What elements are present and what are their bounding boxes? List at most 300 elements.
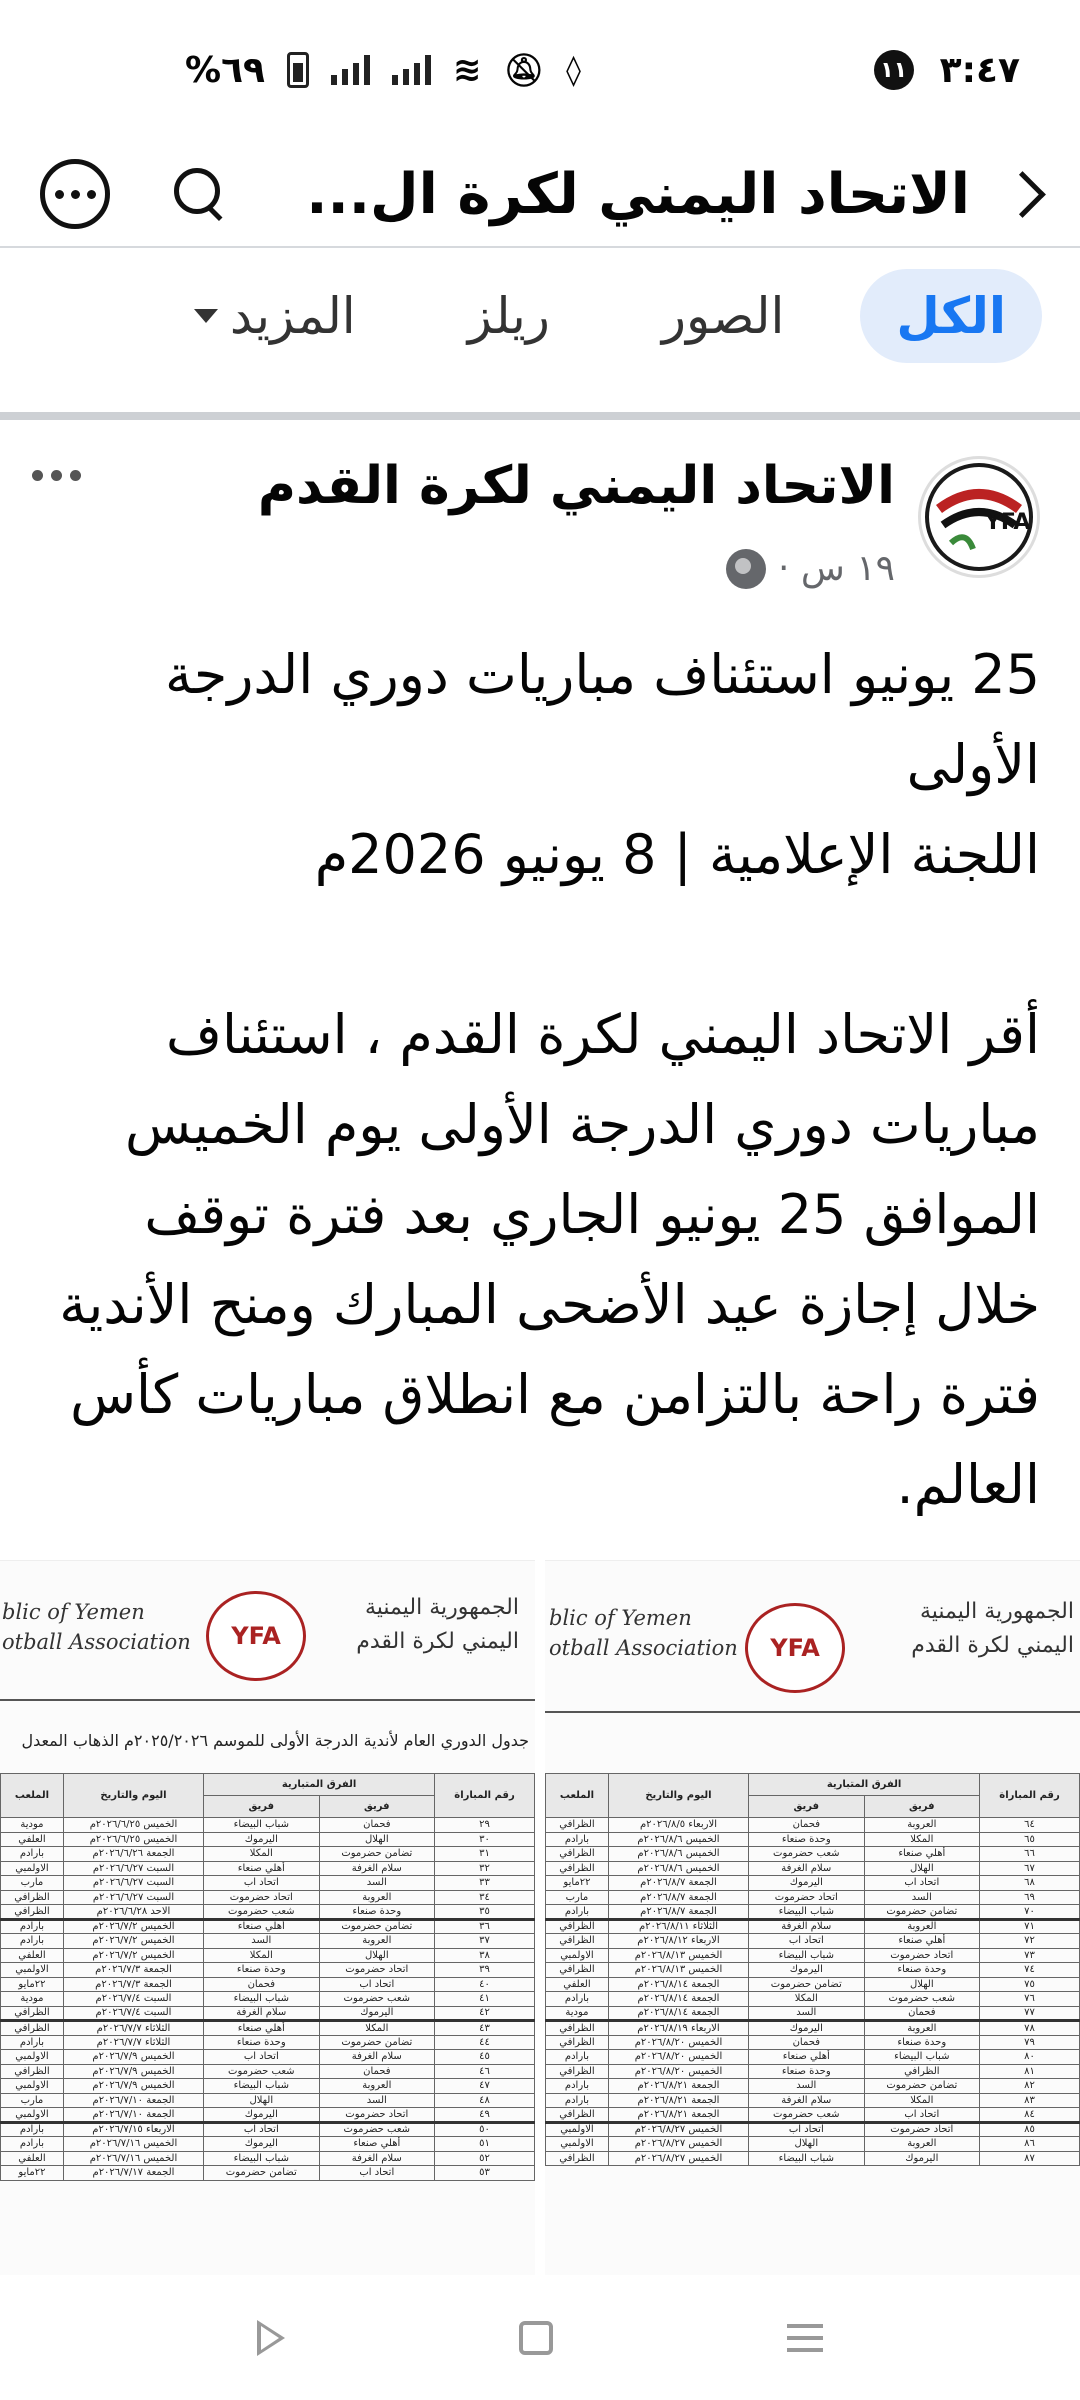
status-bar bbox=[0, 0, 1080, 140]
table-cell: مودية bbox=[546, 2006, 609, 2021]
post-header bbox=[0, 452, 1080, 602]
tab-more[interactable]: المزيد bbox=[158, 269, 392, 363]
table-cell: الخميس ٢٠٢٦/٨/٢٧م bbox=[608, 2122, 748, 2137]
table-header-cell: رقم المباراة bbox=[980, 1774, 1080, 1818]
table-row bbox=[546, 2021, 1080, 2036]
table-cell: الخميس ٢٠٢٦/٦/٢٥م bbox=[63, 1818, 203, 1833]
avatar-logo-text: YFA bbox=[985, 510, 1031, 535]
table-header-cell: رقم المباراة bbox=[435, 1774, 535, 1818]
table-cell: الخميس ٢٠٢٦/٨/١٣م bbox=[608, 1948, 748, 1963]
table-row bbox=[1, 2122, 535, 2137]
battery-icon bbox=[287, 52, 309, 88]
table-cell: ٢٢مايو bbox=[546, 1876, 609, 1891]
table-cell: الظرافي bbox=[1, 1890, 64, 1905]
table-row bbox=[546, 1992, 1080, 2007]
table-cell: اليرموك bbox=[864, 2151, 980, 2166]
table-cell: مارب bbox=[1, 1876, 64, 1891]
table-cell: شباب البيضاء bbox=[204, 1818, 320, 1833]
table-cell: شعب حضرموت bbox=[204, 1905, 320, 1920]
table-cell: المكلا bbox=[204, 1847, 320, 1862]
signal-icon bbox=[331, 55, 370, 85]
table-cell: ٨٤ bbox=[980, 2108, 1080, 2123]
table-cell: الجمعة ٢٠٢٦/٨/٧م bbox=[608, 1905, 748, 1920]
table-cell: الخميس ٢٠٢٦/٧/٩م bbox=[63, 2050, 203, 2065]
wifi-icon: ≋ bbox=[453, 50, 482, 90]
table-cell: الاولمبي bbox=[1, 2050, 64, 2065]
table-cell: ٤١ bbox=[435, 1992, 535, 2007]
table-cell: ٣٥ bbox=[435, 1905, 535, 1920]
table-cell: المكلا bbox=[864, 1832, 980, 1847]
table-row bbox=[546, 1934, 1080, 1949]
table-cell: العروبة bbox=[319, 1890, 435, 1905]
table-cell: شباب البيضاء bbox=[204, 1992, 320, 2007]
table-cell: ٧٢ bbox=[980, 1934, 1080, 1949]
table-row bbox=[1, 1977, 535, 1992]
table-cell: اتحاد اب bbox=[864, 2108, 980, 2123]
table-cell: الاولمبي bbox=[546, 2137, 609, 2152]
table-cell: شباب البيضاء bbox=[749, 1948, 865, 1963]
table-cell: السبت ٢٠٢٦/٦/٢٧م bbox=[63, 1876, 203, 1891]
table-cell: الجمعة ٢٠٢٦/٨/١٤م bbox=[608, 1977, 748, 1992]
table-cell: تضامن حضرموت bbox=[864, 2079, 980, 2094]
table-cell: الاولمبي bbox=[1, 2079, 64, 2094]
table-cell: شباب البيضاء bbox=[749, 1905, 865, 1920]
table-cell: الجمعة ٢٠٢٦/٧/١٠م bbox=[63, 2108, 203, 2123]
table-row bbox=[546, 2064, 1080, 2079]
table-row bbox=[546, 1876, 1080, 1891]
table-cell: ٨٠ bbox=[980, 2050, 1080, 2065]
table-cell: مودية bbox=[1, 1818, 64, 1833]
table-cell: الجمعة ٢٠٢٦/٨/١٤م bbox=[608, 1992, 748, 2007]
table-row bbox=[1, 1847, 535, 1862]
table-cell: اتحاد اب bbox=[204, 2050, 320, 2065]
table-row bbox=[546, 1948, 1080, 1963]
post-body: أقر الاتحاد اليمني لكرة القدم ، استئناف مباريات دوري الدرجة الأولى يوم الخميس الموافق 25 يونيو الجاري بعد فترة توقف خلال إجازة عيد الأضحى المبارك ومنح الأندية فترة راحة بالتزامن مع انطلاق مباريات كأس العالم. bbox=[59, 1003, 1040, 1516]
post-text bbox=[40, 630, 1040, 1530]
table-cell: المكلا bbox=[204, 1948, 320, 1963]
table-header-cell: الفرق المتبارية bbox=[749, 1774, 980, 1796]
table-cell: الخميس ٢٠٢٦/٨/٦م bbox=[608, 1832, 748, 1847]
table-cell: وحدة صنعاء bbox=[319, 1905, 435, 1920]
table-cell: السبت ٢٠٢٦/٦/٢٧م bbox=[63, 1890, 203, 1905]
table-cell: الخميس ٢٠٢٦/٦/٢٥م bbox=[63, 1832, 203, 1847]
table-cell: بارادم bbox=[1, 1847, 64, 1862]
table-cell: ٤٤ bbox=[435, 2035, 535, 2050]
table-cell: أهلي صنعاء bbox=[319, 2137, 435, 2152]
table-cell: الخميس ٢٠٢٦/٧/٢م bbox=[63, 1919, 203, 1934]
table-cell: الظرافي bbox=[1, 2021, 64, 2036]
table-cell: فحمان bbox=[864, 2006, 980, 2021]
table-cell: شعب حضرموت bbox=[864, 1992, 980, 2007]
table-cell: ٣٠ bbox=[435, 1832, 535, 1847]
table-cell: تضامن حضرموت bbox=[319, 2035, 435, 2050]
table-cell: الخميس ٢٠٢٦/٨/٢٧م bbox=[608, 2137, 748, 2152]
table-cell: ٥٠ bbox=[435, 2122, 535, 2137]
table-cell: المكلا bbox=[319, 2021, 435, 2036]
table-cell: اتحاد اب bbox=[319, 2166, 435, 2181]
table-cell: ٤٥ bbox=[435, 2050, 535, 2065]
notification-badge: ١١ bbox=[874, 50, 914, 90]
table-row bbox=[1, 1890, 535, 1905]
table-cell: الجمعة ٢٠٢٦/٧/٣م bbox=[63, 1977, 203, 1992]
table-cell: العلفي bbox=[1, 1948, 64, 1963]
table-cell: شباب البيضاء bbox=[749, 2151, 865, 2166]
table-row bbox=[1, 1876, 535, 1891]
table-cell: ٦٦ bbox=[980, 1847, 1080, 1862]
table-row bbox=[1, 1934, 535, 1949]
table-cell: ٣٩ bbox=[435, 1963, 535, 1978]
table-cell: ٤٣ bbox=[435, 2021, 535, 2036]
table-row bbox=[1, 2021, 535, 2036]
doc-en-title: blic of Yemen otball Association bbox=[549, 1606, 738, 1660]
table-row bbox=[546, 2151, 1080, 2166]
tab-all[interactable]: الكل bbox=[860, 269, 1042, 363]
table-cell: العروبة bbox=[319, 2079, 435, 2094]
signal-2-icon bbox=[392, 55, 431, 85]
table-cell: مارب bbox=[546, 1890, 609, 1905]
table-cell: اتحاد حضرموت bbox=[749, 1890, 865, 1905]
table-header-cell: فريق bbox=[864, 1796, 980, 1818]
table-cell: ٥١ bbox=[435, 2137, 535, 2152]
table-cell: السد bbox=[319, 2093, 435, 2108]
table-cell: ٧٠ bbox=[980, 1905, 1080, 1920]
table-cell: الظرافي bbox=[546, 2021, 609, 2036]
table-cell: ٨٢ bbox=[980, 2079, 1080, 2094]
table-cell: الخميس ٢٠٢٦/٨/٢٧م bbox=[608, 2151, 748, 2166]
table-cell: تضامن حضرموت bbox=[864, 1905, 980, 1920]
table-cell: الظرافي bbox=[546, 2108, 609, 2123]
table-row bbox=[546, 1832, 1080, 1847]
table-header-cell: فريق bbox=[749, 1796, 865, 1818]
table-cell: الظرافي bbox=[546, 2064, 609, 2079]
table-cell: ٦٥ bbox=[980, 1832, 1080, 1847]
table-cell: تضامن حضرموت bbox=[319, 1847, 435, 1862]
table-cell: اليرموك bbox=[204, 2108, 320, 2123]
table-row bbox=[546, 1818, 1080, 1833]
table-cell: اليرموك bbox=[204, 1832, 320, 1847]
table-row bbox=[546, 1977, 1080, 1992]
table-cell: شباب البيضاء bbox=[864, 2050, 980, 2065]
table-cell: ٣٣ bbox=[435, 1876, 535, 1891]
table-cell: الهلال bbox=[864, 1977, 980, 1992]
post-headline: 25 يونيو استئناف مباريات دوري الدرجة الأولى bbox=[164, 643, 1040, 796]
table-cell: الظرافي bbox=[546, 1847, 609, 1862]
table-cell: أهلي صنعاء bbox=[864, 1847, 980, 1862]
table-cell: الظرافي bbox=[546, 2151, 609, 2166]
table-row bbox=[1, 1948, 535, 1963]
table-cell: شباب البيضاء bbox=[204, 2079, 320, 2094]
table-row bbox=[1, 2093, 535, 2108]
table-cell: بارادم bbox=[546, 1992, 609, 2007]
table-cell: الهلال bbox=[319, 1948, 435, 1963]
table-cell: اتحاد اب bbox=[204, 1876, 320, 1891]
battery-percent: %٦٩ bbox=[185, 49, 266, 91]
table-cell: اتحاد حضرموت bbox=[204, 1890, 320, 1905]
table-cell: ٥٣ bbox=[435, 2166, 535, 2181]
table-cell: الجمعة ٢٠٢٦/٨/٢١م bbox=[608, 2093, 748, 2108]
more-options-icon[interactable] bbox=[40, 159, 110, 229]
table-cell: أهلي صنعاء bbox=[864, 1934, 980, 1949]
table-cell: فحمان bbox=[319, 1818, 435, 1833]
table-row bbox=[1, 2035, 535, 2050]
doc-en-title: blic of Yemen otball Association bbox=[2, 1600, 191, 1654]
status-left bbox=[185, 50, 581, 91]
table-cell: سلام الغرفة bbox=[749, 1861, 865, 1876]
table-cell: ٦٨ bbox=[980, 1876, 1080, 1891]
table-cell: الثلاثاء ٢٠٢٦/٧/٧م bbox=[63, 2021, 203, 2036]
doc-caption: جدول الدوري العام لأندية الدرجة الأولى للموسم ٢٠٢٥/٢٠٢٦م الذهاب المعدل bbox=[21, 1731, 529, 1750]
table-cell: السبت ٢٠٢٦/٦/٢٧م bbox=[63, 1861, 203, 1876]
table-cell: الظرافي bbox=[864, 2064, 980, 2079]
table-cell: الخميس ٢٠٢٦/٧/٩م bbox=[63, 2064, 203, 2079]
table-cell: أهلي صنعاء bbox=[204, 1919, 320, 1934]
tab-reels[interactable]: ريلز bbox=[467, 287, 550, 345]
table-cell: اتحاد اب bbox=[204, 2122, 320, 2137]
clock: ٣:٤٧ bbox=[939, 49, 1020, 91]
table-cell: السد bbox=[319, 1876, 435, 1891]
section-divider bbox=[0, 412, 1080, 420]
table-cell: ٥٢ bbox=[435, 2151, 535, 2166]
table-cell: سلام الغرفة bbox=[749, 2093, 865, 2108]
table-cell: ٨٥ bbox=[980, 2122, 1080, 2137]
table-cell: الخميس ٢٠٢٦/٨/٢٠م bbox=[608, 2050, 748, 2065]
table-cell: ٨١ bbox=[980, 2064, 1080, 2079]
table-cell: شعب حضرموت bbox=[204, 2064, 320, 2079]
table-cell: العروبة bbox=[864, 2021, 980, 2036]
table-cell: ٤٨ bbox=[435, 2093, 535, 2108]
table-header-cell: اليوم والتاريخ bbox=[608, 1774, 748, 1818]
table-cell: تضامن حضرموت bbox=[204, 2166, 320, 2181]
table-cell: الظرافي bbox=[546, 2035, 609, 2050]
table-cell: ٧١ bbox=[980, 1919, 1080, 1934]
table-cell: الظرافي bbox=[1, 2064, 64, 2079]
table-row bbox=[1, 1963, 535, 1978]
table-cell: وحدة صنعاء bbox=[749, 1832, 865, 1847]
table-cell: ٤٢ bbox=[435, 2006, 535, 2021]
table-cell: ٣٨ bbox=[435, 1948, 535, 1963]
table-cell: بارادم bbox=[1, 2035, 64, 2050]
table-cell: الاربعاء ٢٠٢٦/٨/١٢م bbox=[608, 1934, 748, 1949]
table-cell: ٧٩ bbox=[980, 2035, 1080, 2050]
table-cell: ٤٧ bbox=[435, 2079, 535, 2094]
table-cell: الاولمبي bbox=[1, 1963, 64, 1978]
doc-ar-line1: الجمهورية اليمنية bbox=[919, 1599, 1074, 1624]
table-cell: الخميس ٢٠٢٦/٧/٩م bbox=[63, 2079, 203, 2094]
schedule-image-2[interactable] bbox=[545, 1560, 1080, 2275]
mute-icon: 🔕︎ bbox=[503, 51, 545, 89]
table-cell: الثلاثاء ٢٠٢٦/٨/١١م bbox=[608, 1919, 748, 1934]
table-cell: الخميس ٢٠٢٦/٨/٦م bbox=[608, 1861, 748, 1876]
table-cell: الظرافي bbox=[546, 1919, 609, 1934]
table-cell: ٣٧ bbox=[435, 1934, 535, 1949]
table-cell: الظرافي bbox=[546, 1963, 609, 1978]
table-row bbox=[546, 2035, 1080, 2050]
post-byline: اللجنة الإعلامية | 8 يونيو 2026م bbox=[314, 823, 1040, 886]
table-header-cell: الفرق المتبارية bbox=[204, 1774, 435, 1796]
table-cell: ٣١ bbox=[435, 1847, 535, 1862]
table-row bbox=[1, 2108, 535, 2123]
table-cell: الخميس ٢٠٢٦/٧/١٦م bbox=[63, 2151, 203, 2166]
table-cell: سلام الغرفة bbox=[749, 1919, 865, 1934]
table-cell: الخميس ٢٠٢٦/٨/١٣م bbox=[608, 1963, 748, 1978]
table-cell: ٦٤ bbox=[980, 1818, 1080, 1833]
table-cell: السد bbox=[204, 1934, 320, 1949]
table-cell: أهلي صنعاء bbox=[204, 2021, 320, 2036]
post-meta bbox=[726, 548, 895, 589]
table-cell: ٢٢مايو bbox=[1, 1977, 64, 1992]
header-divider bbox=[0, 246, 1080, 248]
table-cell: السبت ٢٠٢٦/٧/٤م bbox=[63, 2006, 203, 2021]
nav-home-icon[interactable] bbox=[519, 2321, 553, 2355]
table-cell: الخميس ٢٠٢٦/٧/٢م bbox=[63, 1934, 203, 1949]
table-cell: مودية bbox=[1, 1992, 64, 2007]
table-cell: سلام الغرفة bbox=[319, 1861, 435, 1876]
table-cell: وحدة صنعاء bbox=[204, 1963, 320, 1978]
table-cell: العلفي bbox=[1, 1832, 64, 1847]
table-cell: فحمان bbox=[749, 2035, 865, 2050]
back-arrow-icon[interactable] bbox=[1000, 164, 1040, 224]
table-cell: ٤٩ bbox=[435, 2108, 535, 2123]
table-cell: الجمعة ٢٠٢٦/٨/٢١م bbox=[608, 2079, 748, 2094]
table-cell: اليرموك bbox=[749, 1876, 865, 1891]
table-cell: الاربعاء ٢٠٢٦/٨/٥م bbox=[608, 1818, 748, 1833]
avatar[interactable] bbox=[918, 456, 1040, 578]
table-row bbox=[546, 2093, 1080, 2108]
table-cell: الثلاثاء ٢٠٢٦/٧/٧م bbox=[63, 2035, 203, 2050]
table-cell: سلام الغرفة bbox=[319, 2151, 435, 2166]
page-title: الاتحاد اليمني لكرة ال... bbox=[306, 161, 970, 227]
table-cell: المكلا bbox=[864, 2093, 980, 2108]
table-row bbox=[1, 1905, 535, 1920]
table-cell: ٧٧ bbox=[980, 2006, 1080, 2021]
search-icon[interactable] bbox=[170, 164, 230, 224]
table-row bbox=[546, 1963, 1080, 1978]
post-more-icon[interactable] bbox=[32, 470, 81, 481]
table-header-cell: الملعب bbox=[546, 1774, 609, 1818]
table-cell: وحدة صنعاء bbox=[204, 2035, 320, 2050]
table-cell: الظرافي bbox=[546, 1861, 609, 1876]
table-cell: بارادم bbox=[1, 2122, 64, 2137]
table-cell: العروبة bbox=[864, 2137, 980, 2152]
table-cell: اتحاد حضرموت bbox=[864, 2122, 980, 2137]
nav-back-icon[interactable] bbox=[257, 2320, 285, 2356]
table-cell: تضامن حضرموت bbox=[749, 1977, 865, 1992]
table-cell: فحمان bbox=[319, 2064, 435, 2079]
table-row bbox=[1, 1861, 535, 1876]
table-row bbox=[1, 2079, 535, 2094]
nav-recents-icon[interactable] bbox=[787, 2324, 823, 2352]
table-cell: الجمعة ٢٠٢٦/٨/٧م bbox=[608, 1890, 748, 1905]
doc-logo: YFA bbox=[745, 1603, 845, 1693]
table-cell: الخميس ٢٠٢٦/٧/١٦م bbox=[63, 2137, 203, 2152]
doc-ar-line2: اليمني لكرة القدم bbox=[356, 1629, 519, 1654]
post-time[interactable]: ١٩ س · bbox=[778, 548, 895, 589]
table-cell: السبت ٢٠٢٦/٧/٤م bbox=[63, 1992, 203, 2007]
table-cell: ٨٣ bbox=[980, 2093, 1080, 2108]
table-cell: تضامن حضرموت bbox=[319, 1919, 435, 1934]
table-cell: شعب حضرموت bbox=[749, 1847, 865, 1862]
table-cell: السد bbox=[864, 1890, 980, 1905]
table-row bbox=[546, 1905, 1080, 1920]
caret-down-icon bbox=[194, 309, 218, 323]
table-cell: العلفي bbox=[1, 2151, 64, 2166]
table-cell: شعب حضرموت bbox=[749, 2108, 865, 2123]
table-row bbox=[1, 2006, 535, 2021]
table-cell: ٧٤ bbox=[980, 1963, 1080, 1978]
table-cell: بارادم bbox=[546, 2050, 609, 2065]
post-images bbox=[0, 1560, 1080, 2275]
table-cell: الخميس ٢٠٢٦/٨/٦م bbox=[608, 1847, 748, 1862]
table-cell: ٣٤ bbox=[435, 1890, 535, 1905]
table-cell: الجمعة ٢٠٢٦/٧/٣م bbox=[63, 1963, 203, 1978]
table-cell: بارادم bbox=[1, 1934, 64, 1949]
globe-icon bbox=[726, 549, 766, 589]
table-cell: ٢٢مايو bbox=[1, 2166, 64, 2181]
table-cell: وحدة صنعاء bbox=[864, 2035, 980, 2050]
table-row bbox=[546, 1847, 1080, 1862]
schedule-table-1 bbox=[0, 1773, 535, 2181]
table-header-cell: فريق bbox=[319, 1796, 435, 1818]
table-row bbox=[546, 2079, 1080, 2094]
table-cell: أهلي صنعاء bbox=[749, 2050, 865, 2065]
post-page-name[interactable]: الاتحاد اليمني لكرة القدم bbox=[257, 456, 895, 516]
schedule-image-1[interactable] bbox=[0, 1560, 535, 2275]
table-cell: الاولمبي bbox=[1, 1861, 64, 1876]
table-cell: فحمان bbox=[749, 1818, 865, 1833]
table-cell: اتحاد حضرموت bbox=[319, 2108, 435, 2123]
table-cell: بارادم bbox=[546, 1832, 609, 1847]
table-header-cell: فريق bbox=[204, 1796, 320, 1818]
table-cell: وحدة صنعاء bbox=[864, 1963, 980, 1978]
table-cell: ٧٨ bbox=[980, 2021, 1080, 2036]
table-row bbox=[1, 2064, 535, 2079]
table-cell: ٣٦ bbox=[435, 1919, 535, 1934]
table-row bbox=[546, 2050, 1080, 2065]
table-cell: الهلال bbox=[749, 2137, 865, 2152]
table-row bbox=[546, 1919, 1080, 1934]
table-cell: الهلال bbox=[204, 2093, 320, 2108]
table-cell: فحمان bbox=[204, 1977, 320, 1992]
table-cell: ٤٦ bbox=[435, 2064, 535, 2079]
table-cell: الاولمبي bbox=[546, 1948, 609, 1963]
table-cell: المكلا bbox=[749, 1992, 865, 2007]
table-cell: بارادم bbox=[546, 2079, 609, 2094]
table-cell: الجمعة ٢٠٢٦/٦/٢٦م bbox=[63, 1847, 203, 1862]
table-cell: ٨٦ bbox=[980, 2137, 1080, 2152]
table-cell: ٣٢ bbox=[435, 1861, 535, 1876]
tab-photos[interactable]: الصور bbox=[661, 287, 785, 345]
table-cell: الجمعة ٢٠٢٦/٧/١٠م bbox=[63, 2093, 203, 2108]
table-row bbox=[1, 2151, 535, 2166]
table-cell: ٧٣ bbox=[980, 1948, 1080, 1963]
table-cell: ٦٩ bbox=[980, 1890, 1080, 1905]
table-row bbox=[546, 1861, 1080, 1876]
table-row bbox=[1, 1919, 535, 1934]
table-cell: العروبة bbox=[864, 1919, 980, 1934]
table-row bbox=[1, 1818, 535, 1833]
table-header-cell: اليوم والتاريخ bbox=[63, 1774, 203, 1818]
doc-ar-line1: الجمهورية اليمنية bbox=[364, 1595, 519, 1620]
table-cell: الاحد ٢٠٢٦/٦/٢٨م bbox=[63, 1905, 203, 1920]
table-cell: الجمعة ٢٠٢٦/٧/١٧م bbox=[63, 2166, 203, 2181]
table-cell: الهلال bbox=[864, 1861, 980, 1876]
system-nav-bar bbox=[0, 2275, 1080, 2400]
doc-logo: YFA bbox=[206, 1591, 306, 1681]
table-cell: ٤٠ bbox=[435, 1977, 535, 1992]
table-row bbox=[1, 2137, 535, 2152]
table-cell: الخميس ٢٠٢٦/٧/٢م bbox=[63, 1948, 203, 1963]
table-cell: اتحاد اب bbox=[749, 1934, 865, 1949]
